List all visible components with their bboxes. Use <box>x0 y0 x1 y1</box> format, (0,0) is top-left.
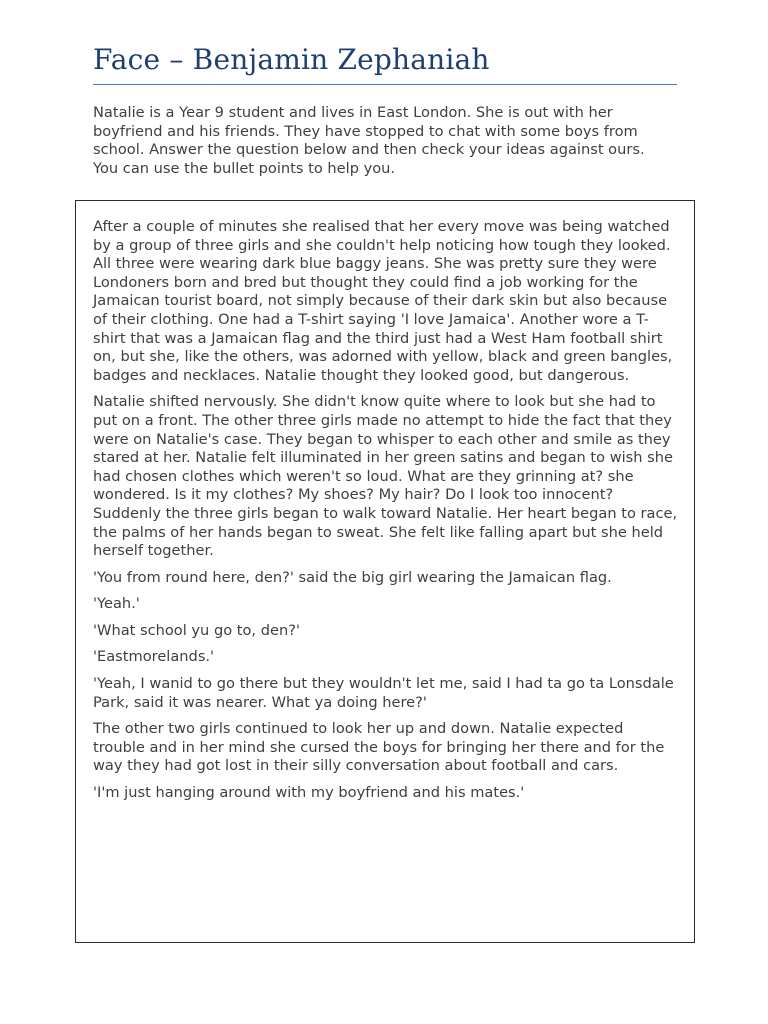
extract-paragraph-1: After a couple of minutes she realised that her every move was being watched by a group of three girls and she couldn't help noticing how tough they looked. All three were wearing dark blue baggy jeans. She was pretty sure they were Londoners born and bred but thought they could find a job working for the Jamaican tourist board, not simply because of their dark skin but also because of their clothing. One had a T-shirt saying 'I love Jamaica'. Another wore a T-shirt that was a Jamaican flag and the third just had a West Ham football shirt on, but she, like the others, was adorned with yellow, black and green bangles, badges and necklaces. Natalie thought they looked good, but dangerous. <box>93 218 673 384</box>
extract-box <box>75 200 695 943</box>
extract-paragraph-9: 'I'm just hanging around with my boyfriend and his mates.' <box>93 784 525 802</box>
extract-paragraph-6: 'Eastmorelands.' <box>93 648 215 666</box>
extract-paragraph-4: 'Yeah.' <box>93 595 140 613</box>
page-title: Face – Benjamin Zephaniah <box>93 43 490 76</box>
intro-paragraph: Natalie is a Year 9 student and lives in East London. She is out with her boyfriend and his friends. They have stopped to chat with some boys from school. Answer the question below and then check your ideas against ours. You can use the bullet points to help you. <box>93 104 645 178</box>
extract-paragraph-8: The other two girls continued to look her up and down. Natalie expected trouble and in her mind she cursed the boys for bringing her there and for the way they had got lost in their silly conversation about football and cars. <box>93 720 665 775</box>
extract-paragraph-7: 'Yeah, I wanid to go there but they wouldn't let me, said I had ta go ta Lonsdale Park, said it was nearer. What ya doing here?' <box>93 675 674 711</box>
extract-paragraph-5: 'What school yu go to, den?' <box>93 621 300 639</box>
title-underline <box>93 84 677 85</box>
extract-paragraph-3: 'You from round here, den?' said the big girl wearing the Jamaican flag. <box>93 568 612 586</box>
extract-paragraph-2: Natalie shifted nervously. She didn't know quite where to look but she had to put on a front. The other three girls made no attempt to hide the fact that they were on Natalie's case. They began to whisper to each other and smile as they stared at her. Natalie felt illuminated in her green satins and began to wish she had chosen clothes which weren't so loud. What are they grinning at? she wondered. Is it my clothes? My shoes? My hair? Do I look too innocent? Suddenly the three girls began to walk toward Natalie. Her heart began to race, the palms of her hands began to sweat. She felt like falling apart but she held herself together. <box>93 393 678 560</box>
